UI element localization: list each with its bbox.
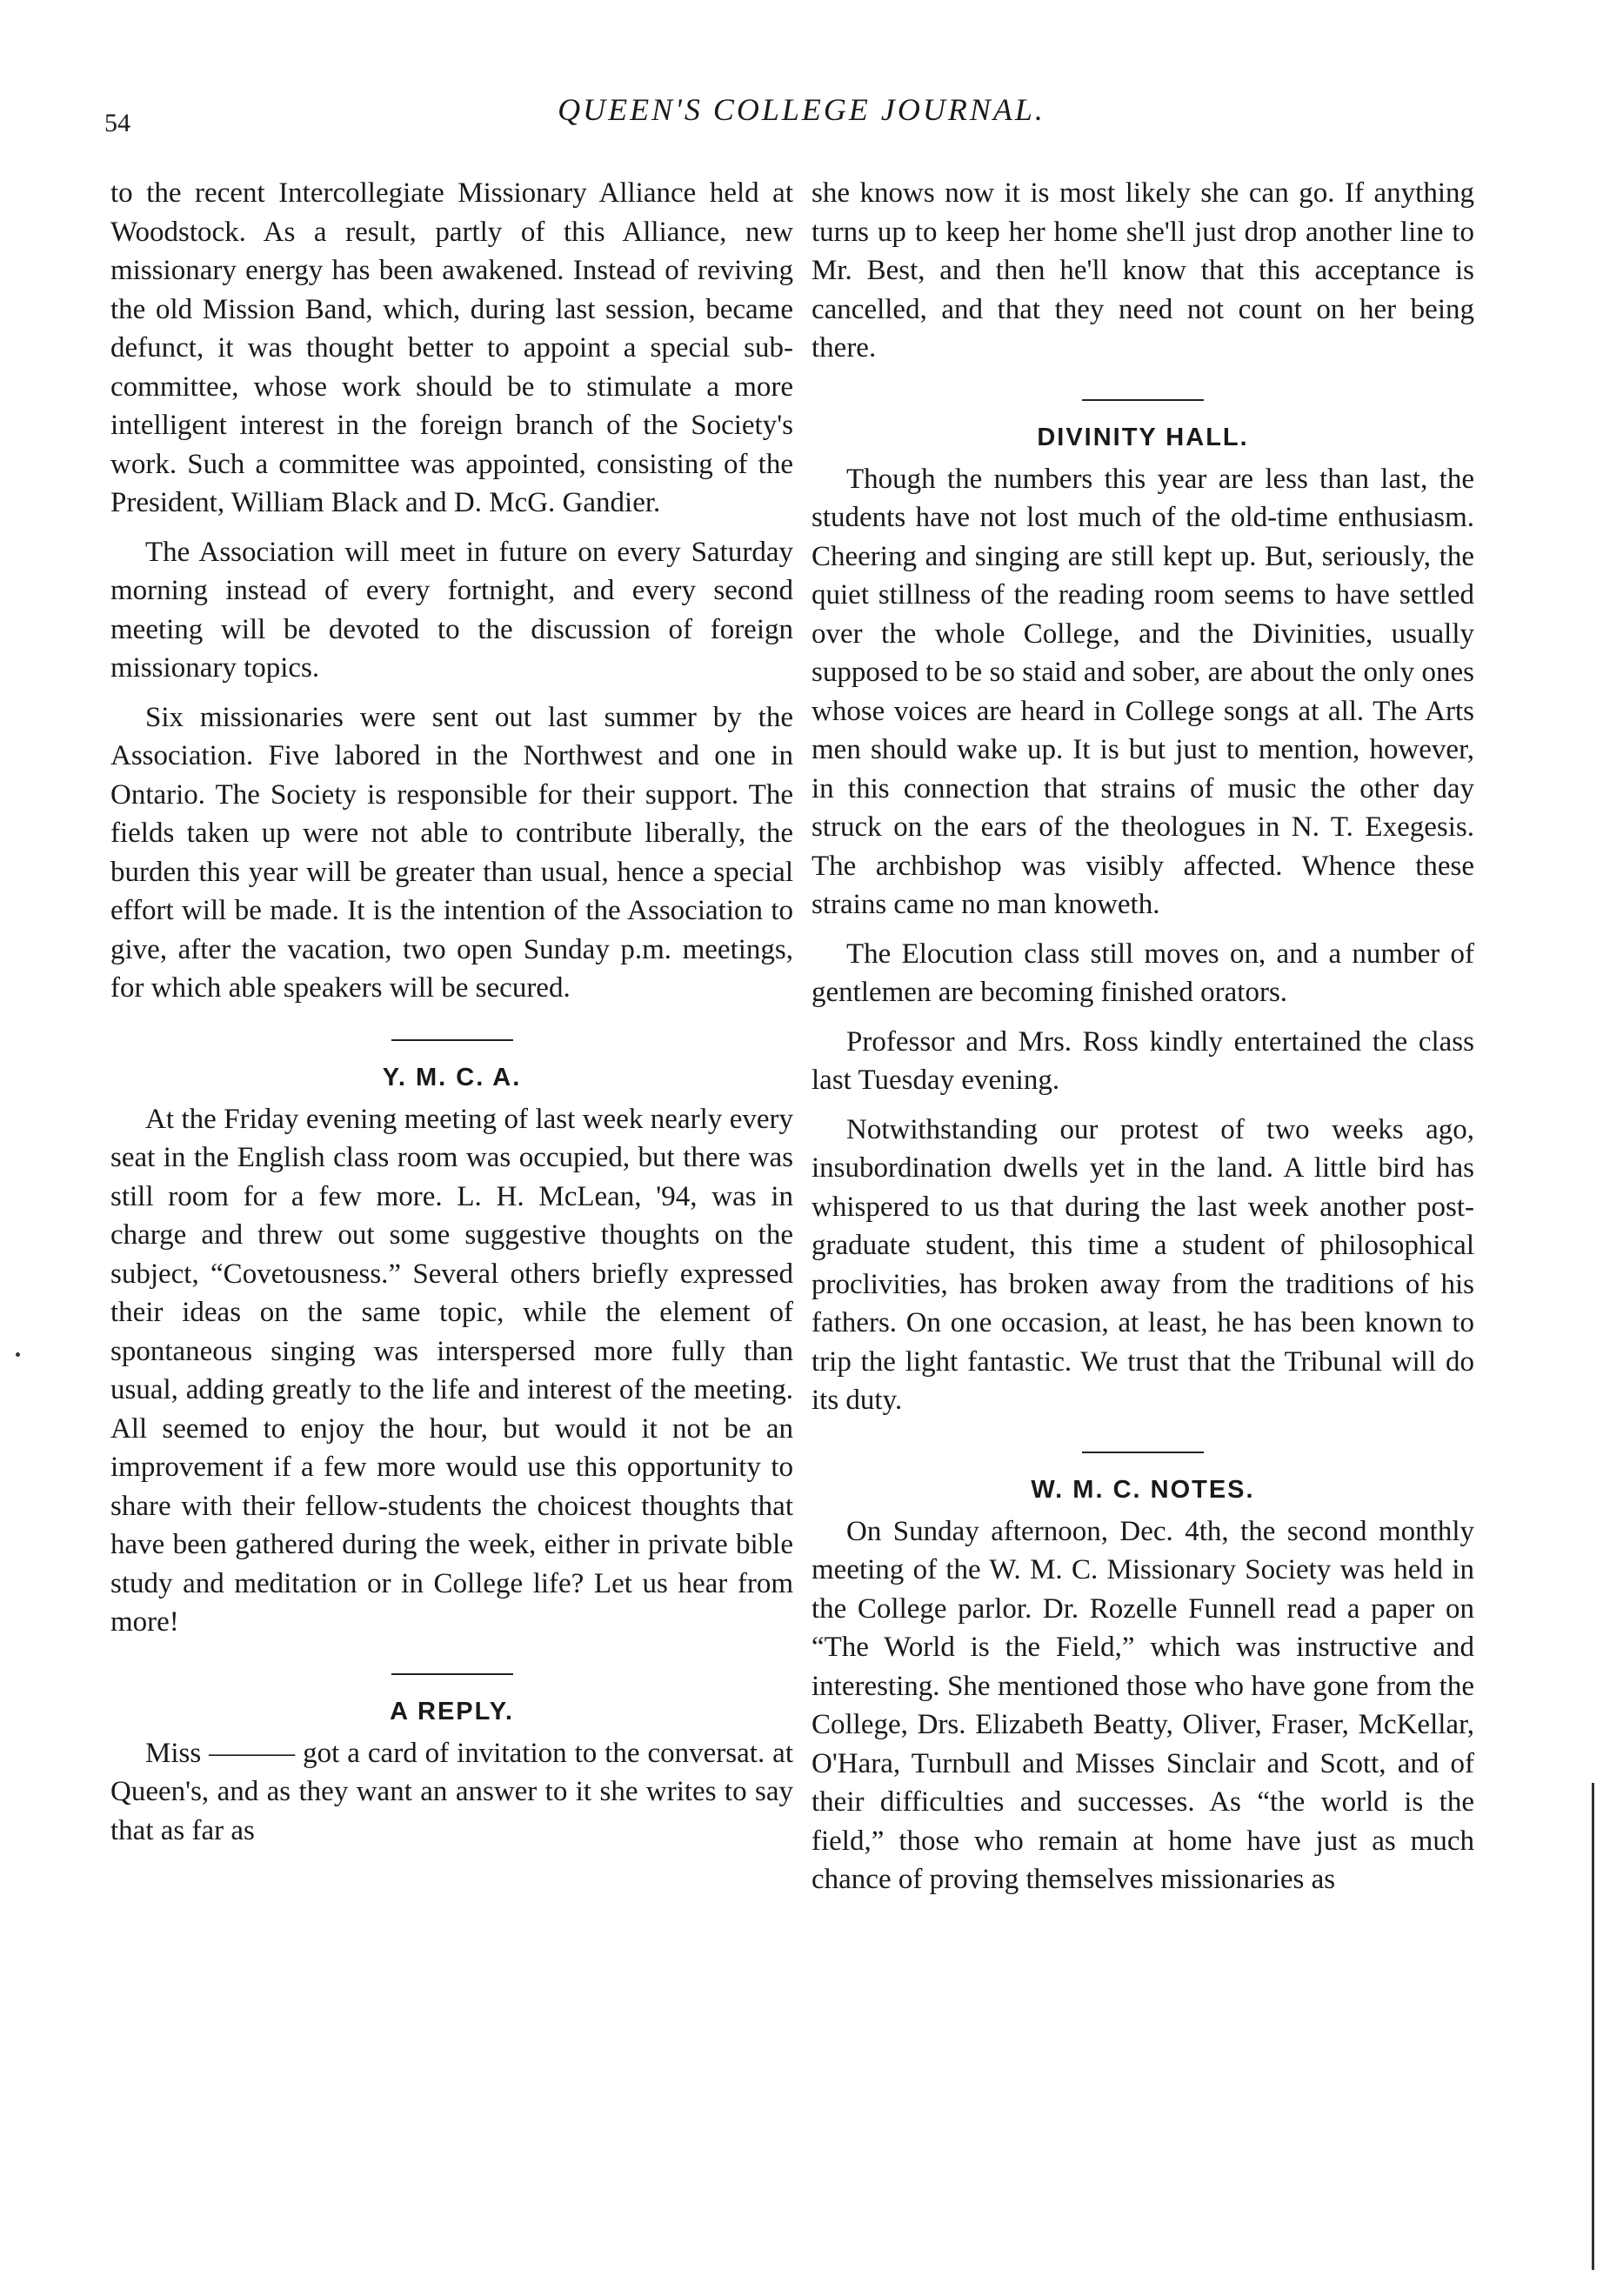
stray-mark	[16, 1352, 20, 1357]
divinity-hall-paragraph: Notwithstanding our protest of two weeks ago, insubordination dwells yet in the land. A little bird has whispered to us that during the last week another post-graduate student, this time a student of philosophical proclivities, has broken away from the traditions of his fathers. On one occasion, at least, he has been known to trip the light fantastic. We trust that the Tribunal will do its duty.	[812, 1113, 1474, 1416]
divinity-hall-paragraph: Professor and Mrs. Ross kindly entertained the class last Tuesday evening.	[812, 1025, 1474, 1096]
right-column	[812, 174, 1474, 1910]
intro-paragraph: to the recent Intercollegiate Missionary Alliance held at Woodstock. As a result, partly of this Alliance, new missionary energy has been awakened. Instead of reviving the old Mission Band, which, during last session, became defunct, it was thought better to appoint a special sub-committee, whose work should be to stimulate a more intelligent interest in the foreign branch of the Society's work. Such a committee was appointed, consisting of the President, William Black and D. McG. Gandier.	[110, 177, 793, 518]
divinity-hall-heading: DIVINITY HALL.	[1037, 423, 1249, 451]
reply-heading: A REPLY.	[390, 1697, 514, 1725]
left-column	[110, 174, 793, 1860]
reply-continued-paragraph: she knows now it is most likely she can go. If anything turns up to keep her home she'll just drop another line to Mr. Best, and then he'll know that this acceptance is cancelled, and that they need not count on her being there.	[812, 177, 1474, 364]
section-divider	[391, 1039, 513, 1041]
ymca-heading: Y. M. C. A.	[382, 1063, 522, 1091]
page-header	[0, 91, 1603, 161]
section-divider	[1082, 1452, 1204, 1453]
section-divider	[391, 1673, 513, 1675]
section-divider	[1082, 399, 1204, 401]
reply-paragraph: Miss ——— got a card of invitation to the conversat. at Queen's, and as they want an answer to it she writes to say that as far as	[110, 1737, 793, 1846]
intro-paragraph: Six missionaries were sent out last summer by the Association. Five labored in the Northwest and one in Ontario. The Society is responsible for their support. The fields taken up were not able to contribute liberally, the burden this year will be greater than usual, hence a special effort will be made. It is the intention of the Association to give, after the vacation, two open Sunday p.m. meetings, for which able speakers will be secured.	[110, 701, 793, 1004]
journal-title: QUEEN'S COLLEGE JOURNAL.	[558, 92, 1045, 127]
divinity-hall-paragraph: The Elocution class still moves on, and a number of gentlemen are becoming finished orators.	[812, 938, 1474, 1008]
divinity-hall-paragraph: Though the numbers this year are less than last, the students have not lost much of the old-time enthusiasm. Cheering and singing are still kept up. But, seriously, the quiet stillness of the reading room seems to have settled over the whole College, and the Divinities, usually supposed to be so staid and sober, are about the only ones whose voices are heard in College songs at all. The Arts men should wake up. It is but just to mention, however, in this connection that strains of music the other day struck on the ears of the theologues in N. T. Exegesis. The archbishop was visibly affected. Whence these strains came no man knoweth.	[812, 463, 1474, 920]
intro-paragraph: The Association will meet in future on every Saturday morning instead of every fortnight, and every second meeting will be devoted to the discussion of foreign missionary topics.	[110, 536, 793, 684]
page-edge-mark	[1586, 1783, 1594, 2270]
wmc-notes-paragraph: On Sunday afternoon, Dec. 4th, the second monthly meeting of the W. M. C. Missionary Society was held in the College parlor. Dr. Rozelle Funnell read a paper on “The World is the Field,” which was instructive and interesting. She mentioned those who have gone from the College, Drs. Elizabeth Beatty, Oliver, Fraser, McKellar, O'Hara, Turnbull and Misses Sinclair and Scott, and of their difficulties and successes. As “the world is the field,” those who remain at home have just as much chance of proving themselves missionaries as	[812, 1515, 1474, 1895]
wmc-notes-heading: W. M. C. NOTES.	[1031, 1475, 1255, 1504]
ymca-paragraph: At the Friday evening meeting of last week nearly every seat in the English class room was occupied, but there was still room for a few more. L. H. McLean, '94, was in charge and threw out some suggestive thoughts on the subject, “Covetousness.” Several others briefly expressed their ideas on the same topic, while the element of spontaneous singing was interspersed more fully than usual, adding greatly to the life and interest of the meeting. All seemed to enjoy the hour, but would it not be an improvement if a few more would use this opportunity to share with their fellow-students the choicest thoughts that have been gathered during the week, either in private bible study and meditation or in College life? Let us hear from more!	[110, 1103, 793, 1638]
page-number: 54	[104, 109, 130, 137]
